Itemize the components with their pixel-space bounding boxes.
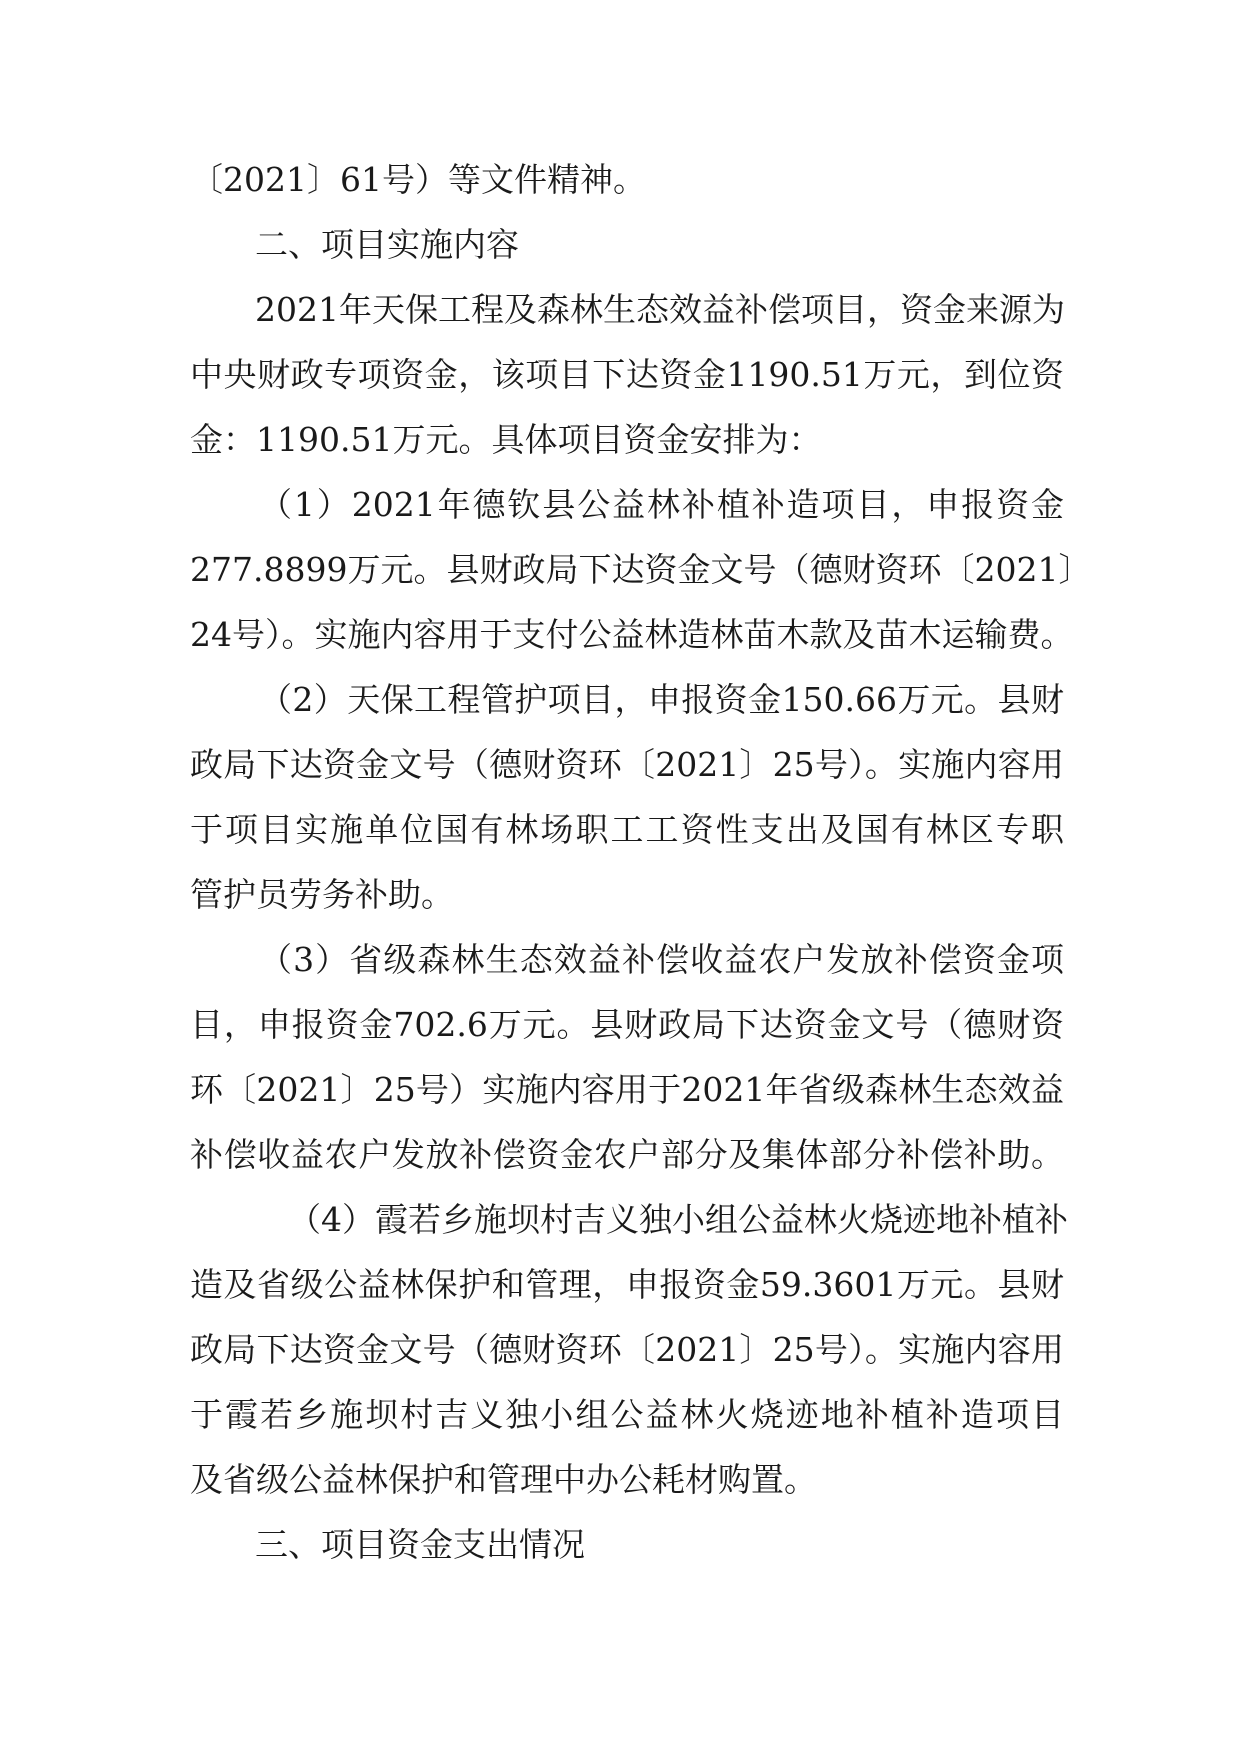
text-line: （3）省级森林生态效益补偿收益农户发放补偿资金项 <box>259 940 1064 979</box>
text-line: （1）2021年德钦县公益林补植补造项目，申报资金 <box>259 485 1064 524</box>
text-line: 政局下达资金文号（德财资环〔2021〕25号）。实施内容用 <box>190 745 1064 784</box>
text-line: 金：1190.51万元。具体项目资金安排为： <box>190 420 822 459</box>
text-line: 2021年天保工程及森林生态效益补偿项目，资金来源为 <box>255 290 1065 329</box>
text-line: 管护员劳务补助。 <box>190 875 454 914</box>
text-line: 277.8899万元。县财政局下达资金文号（德财资环〔2021〕 <box>190 550 1092 589</box>
text-line: 造及省级公益林保护和管理，申报资金59.3601万元。县财 <box>190 1265 1064 1304</box>
section-heading: 三、项目资金支出情况 <box>255 1525 585 1564</box>
document-page <box>190 147 1092 1577</box>
text-line: 政局下达资金文号（德财资环〔2021〕25号）。实施内容用 <box>190 1330 1064 1369</box>
text-line: 〔2021〕61号）等文件精神。 <box>190 160 646 199</box>
text-line: 24号）。实施内容用于支付公益林造林苗木款及苗木运输费。 <box>190 615 1074 654</box>
text-line: （4）霞若乡施坝村吉义独小组公益林火烧迹地补植补 <box>288 1200 1068 1239</box>
text-line: 于霞若乡施坝村吉义独小组公益林火烧迹地补植补造项目 <box>190 1395 1064 1434</box>
text-line: 目，申报资金702.6万元。县财政局下达资金文号（德财资 <box>190 1005 1064 1044</box>
section-heading: 二、项目实施内容 <box>255 225 519 264</box>
text-line: （2）天保工程管护项目，申报资金150.66万元。县财 <box>259 680 1064 719</box>
text-line: 于项目实施单位国有林场职工工资性支出及国有林区专职 <box>190 810 1064 849</box>
text-line: 中央财政专项资金，该项目下达资金1190.51万元，到位资 <box>190 355 1064 394</box>
text-line: 环〔2021〕25号）实施内容用于2021年省级森林生态效益 <box>190 1070 1064 1109</box>
text-line: 及省级公益林保护和管理中办公耗材购置。 <box>190 1460 817 1499</box>
text-line: 补偿收益农户发放补偿资金农户部分及集体部分补偿补助。 <box>190 1135 1064 1174</box>
